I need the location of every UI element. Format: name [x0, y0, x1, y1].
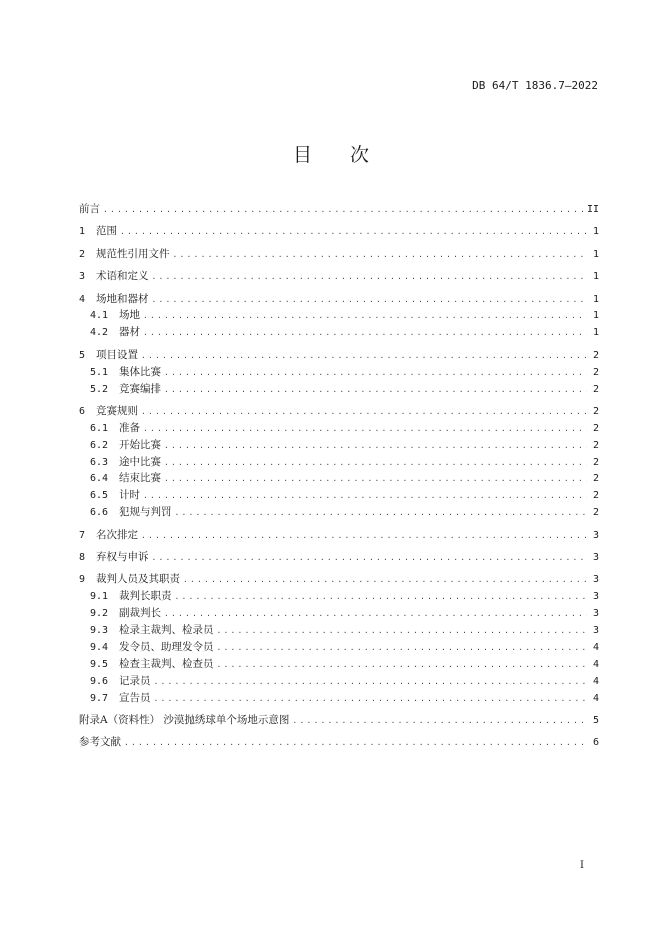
toc-entry-page: 4 [592, 658, 599, 670]
toc-leader-dots [141, 404, 587, 421]
toc-entry[interactable] [79, 291, 599, 308]
toc-entry-label: 竞赛编排 [119, 382, 161, 395]
toc-entry[interactable] [79, 381, 599, 398]
toc-entry-number: 7 [79, 529, 86, 541]
toc-leader-dots [141, 528, 587, 545]
toc-entry[interactable] [79, 201, 599, 218]
toc-entry-page: 3 [592, 529, 599, 541]
toc-entry-page: II [586, 204, 599, 215]
toc-entry[interactable] [79, 639, 599, 656]
toc-entry-page: 2 [592, 456, 599, 468]
toc-entry[interactable] [79, 656, 599, 673]
toc-leader-dots [103, 202, 583, 219]
toc-entry-page: 2 [592, 405, 599, 417]
toc-entry-label: 发令员、助理发令员 [119, 640, 214, 653]
toc-entry-page: 2 [592, 383, 599, 395]
toc-entry-label: 集体比赛 [119, 365, 161, 378]
toc-entry[interactable] [79, 712, 599, 729]
toc-entry-page: 4 [592, 692, 599, 704]
toc-leader-dots [164, 382, 587, 399]
toc-entry-number: 6 [79, 405, 86, 417]
toc-entry-page: 2 [592, 366, 599, 378]
toc-entry-page: 3 [592, 552, 599, 564]
toc-entry-number: 6.3 [90, 456, 109, 468]
toc-entry-label: 场地 [119, 309, 140, 322]
toc-entry-number: 4.1 [90, 310, 109, 322]
toc-entry-page: 2 [592, 490, 599, 502]
toc-entry-page: 3 [592, 574, 599, 586]
toc-entry-label: 准备 [119, 421, 140, 434]
toc-entry-label: 计时 [119, 489, 140, 502]
toc-leader-dots [141, 348, 587, 365]
toc-entry[interactable] [79, 420, 599, 437]
toc-entry-number: 9.3 [90, 625, 109, 637]
toc-entry-label: 记录员 [119, 674, 151, 687]
toc-entry-page: 1 [592, 248, 599, 260]
toc-entry-page: 3 [592, 608, 599, 620]
toc-entry-page: 3 [592, 625, 599, 637]
table-of-contents [79, 201, 599, 751]
toc-entry-number: 9.1 [90, 591, 109, 603]
toc-leader-dots [152, 269, 588, 286]
page-title [0, 140, 662, 167]
toc-leader-dots [164, 365, 587, 382]
toc-entry[interactable] [79, 588, 599, 605]
toc-entry-label: 器材 [119, 326, 140, 339]
toc-entry-label: 术语和定义 [96, 270, 149, 283]
toc-entry-label: 前言 [79, 203, 100, 215]
toc-entry-page: 1 [592, 310, 599, 322]
toc-leader-dots [143, 488, 587, 505]
toc-leader-dots [164, 438, 587, 455]
toc-entry[interactable] [79, 454, 599, 471]
toc-entry[interactable] [79, 605, 599, 622]
toc-entry[interactable] [79, 673, 599, 690]
toc-leader-dots [164, 455, 587, 472]
toc-entry[interactable] [79, 622, 599, 639]
toc-entry-number: 6.1 [90, 422, 109, 434]
toc-entry-number: 5 [79, 349, 86, 361]
toc-entry-page: 3 [592, 591, 599, 603]
toc-leader-dots [143, 325, 587, 342]
toc-entry-label: 项目设置 [96, 348, 138, 361]
toc-entry-number: 6.5 [90, 490, 109, 502]
toc-leader-dots [154, 691, 588, 708]
toc-leader-dots [175, 505, 588, 522]
toc-entry-page: 2 [592, 439, 599, 451]
toc-entry-label: 规范性引用文件 [96, 247, 170, 260]
toc-entry-label: 名次排定 [96, 528, 138, 541]
toc-entry[interactable] [79, 307, 599, 324]
toc-entry-label: 参考文献 [79, 736, 121, 749]
toc-entry[interactable] [79, 527, 599, 544]
toc-entry-number: 6.2 [90, 439, 109, 451]
toc-entry-number: 9.5 [90, 658, 109, 670]
toc-entry-page: 1 [592, 271, 599, 283]
toc-entry-label: 途中比赛 [119, 455, 161, 468]
toc-leader-dots [152, 292, 588, 309]
toc-leader-dots [143, 421, 587, 438]
toc-entry-label: 竞赛规则 [96, 404, 138, 417]
toc-entry[interactable] [79, 549, 599, 566]
toc-entry-label: 弃权与申诉 [96, 551, 149, 564]
toc-entry-number: 4 [79, 293, 86, 305]
toc-entry-label: 附录A（资料性） 沙漠抛绣球单个场地示意图 [79, 714, 290, 727]
toc-entry-label: 裁判人员及其职责 [96, 573, 180, 586]
toc-entry-label: 宣告员 [119, 691, 151, 704]
toc-entry[interactable] [79, 470, 599, 487]
toc-entry-number: 9 [79, 574, 86, 586]
page-title-part-1: 目 [292, 144, 312, 166]
toc-entry-number: 3 [79, 271, 86, 283]
toc-entry[interactable] [79, 223, 599, 240]
toc-leader-dots [154, 674, 588, 691]
document-code: DB 64/T 1836.7—2022 [472, 79, 598, 92]
toc-entry-label: 检录主裁判、检录员 [119, 624, 214, 637]
toc-leader-dots [164, 471, 587, 488]
toc-entry-page: 1 [592, 293, 599, 305]
toc-entry-number: 2 [79, 248, 86, 260]
toc-entry-label: 裁判长职责 [119, 590, 172, 603]
toc-entry-number: 9.4 [90, 641, 109, 653]
toc-entry-label: 结束比赛 [119, 472, 161, 485]
toc-entry-page: 2 [592, 473, 599, 485]
toc-leader-dots [120, 224, 587, 241]
toc-entry[interactable] [79, 347, 599, 364]
toc-leader-dots [217, 657, 588, 674]
toc-leader-dots [124, 735, 587, 752]
toc-entry-number: 9.6 [90, 675, 109, 687]
toc-entry-page: 4 [592, 675, 599, 687]
toc-entry-label: 检查主裁判、检查员 [119, 657, 214, 670]
toc-leader-dots [217, 623, 588, 640]
toc-leader-dots [152, 550, 588, 567]
toc-leader-dots [164, 606, 587, 623]
toc-entry-page: 2 [592, 507, 599, 519]
toc-entry-label: 开始比赛 [119, 438, 161, 451]
toc-entry-page: 6 [592, 737, 599, 749]
toc-leader-dots [217, 640, 588, 657]
toc-entry-number: 6.4 [90, 473, 109, 485]
toc-leader-dots [173, 247, 588, 264]
page-number: I [580, 860, 584, 871]
toc-entry[interactable] [79, 571, 599, 588]
toc-entry-number: 9.7 [90, 692, 109, 704]
toc-entry-page: 1 [592, 327, 599, 339]
toc-entry[interactable] [79, 268, 599, 285]
toc-entry-number: 5.1 [90, 366, 109, 378]
toc-entry-label: 场地和器材 [96, 292, 149, 305]
page-title-part-2: 次 [350, 144, 370, 166]
toc-entry-page: 5 [592, 715, 599, 727]
toc-leader-dots [183, 572, 587, 589]
toc-leader-dots [143, 308, 587, 325]
toc-entry-label: 副裁判长 [119, 607, 161, 620]
toc-entry[interactable] [79, 734, 599, 751]
toc-entry[interactable] [79, 364, 599, 381]
toc-entry-page: 4 [592, 641, 599, 653]
toc-leader-dots [292, 713, 587, 730]
toc-entry[interactable] [79, 403, 599, 420]
toc-entry-number: 6.6 [90, 507, 109, 519]
toc-entry-number: 4.2 [90, 327, 109, 339]
toc-entry-label: 犯规与判罚 [119, 506, 172, 519]
toc-entry-number: 8 [79, 552, 86, 564]
toc-entry-label: 范围 [96, 225, 117, 238]
toc-leader-dots [175, 589, 588, 606]
toc-entry[interactable] [79, 437, 599, 454]
toc-entry-number: 5.2 [90, 383, 109, 395]
toc-entry[interactable] [79, 690, 599, 707]
toc-entry-number: 1 [79, 226, 86, 238]
toc-entry[interactable] [79, 246, 599, 263]
toc-entry-page: 2 [592, 349, 599, 361]
toc-entry-number: 9.2 [90, 608, 109, 620]
toc-entry[interactable] [79, 504, 599, 521]
toc-entry[interactable] [79, 487, 599, 504]
toc-entry-page: 2 [592, 422, 599, 434]
toc-entry-page: 1 [592, 226, 599, 238]
toc-entry[interactable] [79, 324, 599, 341]
